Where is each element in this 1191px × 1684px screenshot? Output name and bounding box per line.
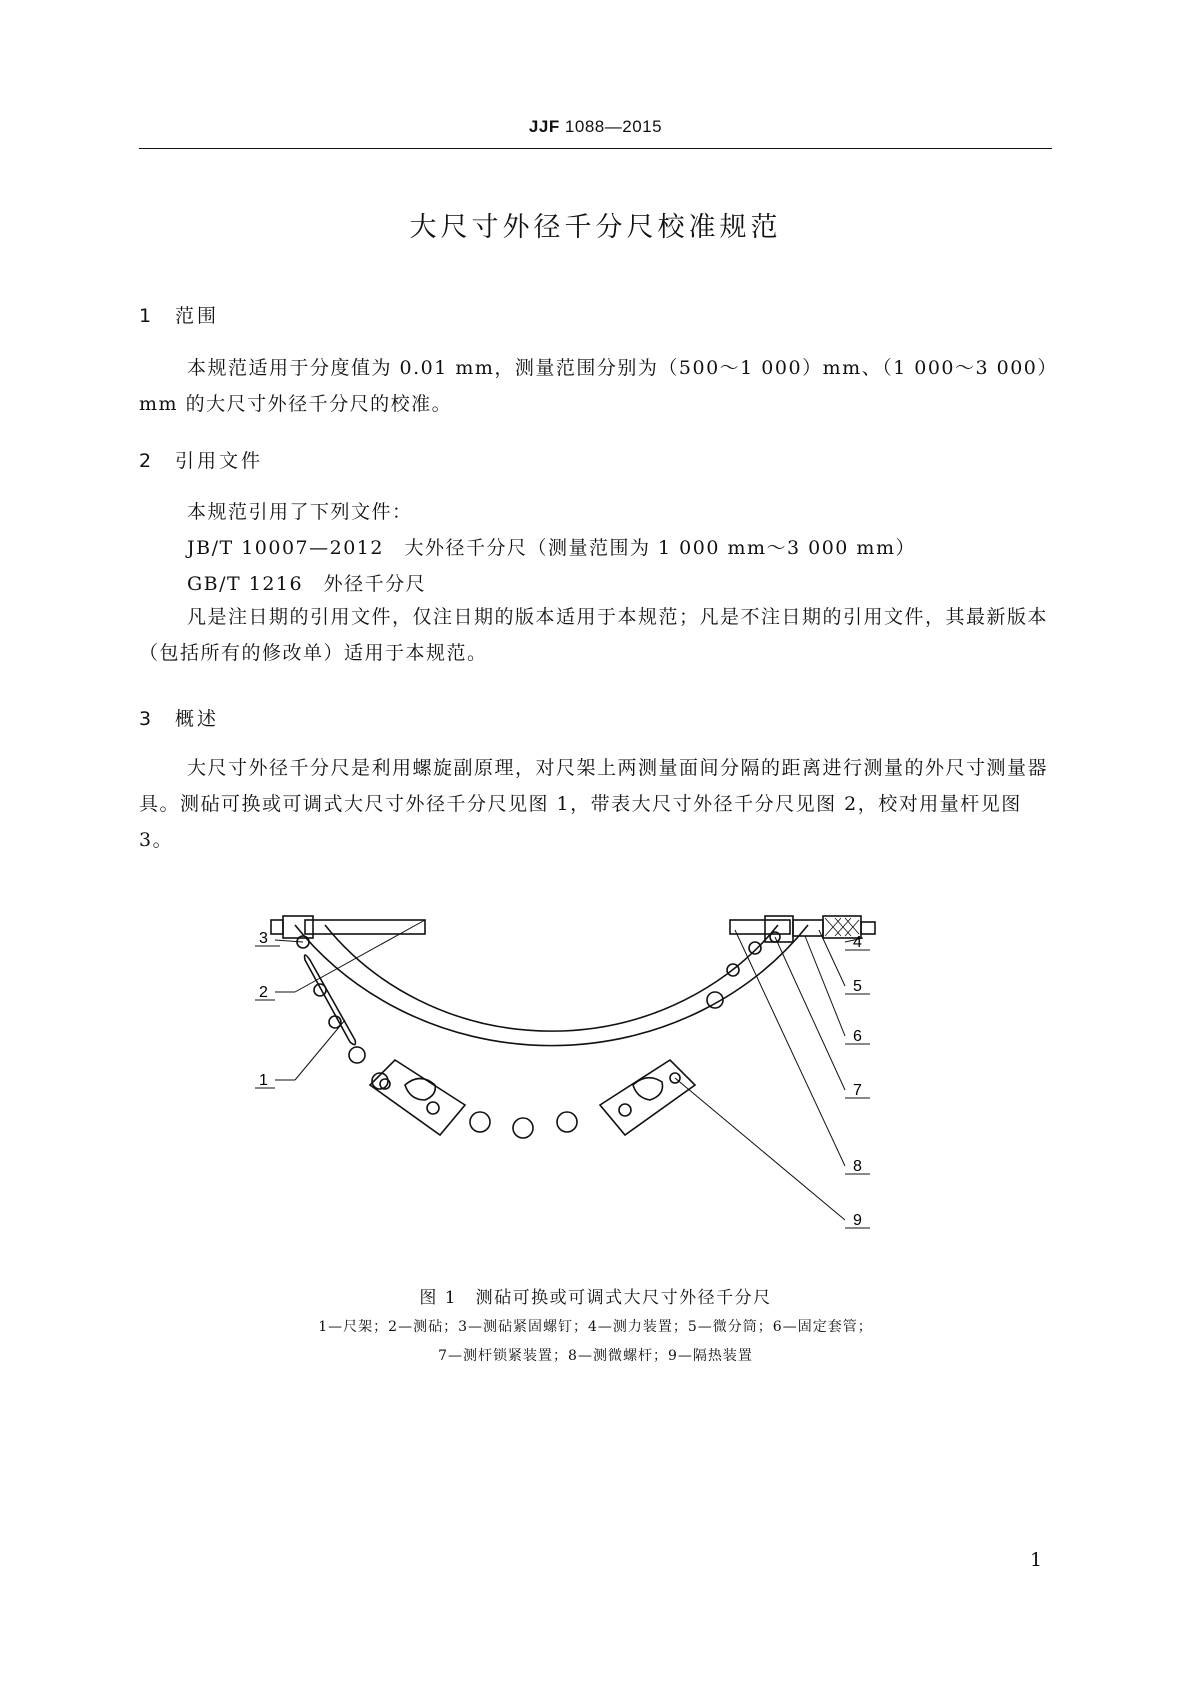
- frame-outer-arc: [295, 925, 808, 1046]
- std-code: JJF: [528, 117, 560, 136]
- reference-item: GB/T 1216 外径千分尺: [187, 573, 427, 595]
- sleeve: [793, 920, 823, 936]
- callout-5: 5: [853, 978, 862, 995]
- references-intro: 本规范引用了下列文件：: [187, 501, 413, 523]
- section-heading-2: 2 引用文件: [139, 450, 264, 472]
- figure-caption: 图 1 测砧可换或可调式大尺寸外径千分尺: [419, 1288, 772, 1308]
- callout-1: 1: [259, 1072, 268, 1089]
- callout-9: 9: [853, 1212, 862, 1229]
- micrometer-figure: [245, 890, 945, 1245]
- insulation-pad: [600, 1060, 695, 1135]
- section-heading-1: 1 范围: [139, 305, 220, 327]
- overview-paragraph: 大尺寸外径千分尺是利用螺旋副原理，对尺架上两测量面间分隔的距离进行测量的外尺寸测量器具。测砧可换或可调式大尺寸外径千分尺见图 1，带表大尺寸外径千分尺见图 2，校对用量杆见图 3。: [139, 757, 1049, 851]
- page-number: 1: [1030, 1549, 1043, 1571]
- reference-item: JB/T 10007—2012 大外径千分尺（测量范围为 1 000 mm～3 000 mm）: [187, 537, 916, 559]
- anvil: [305, 920, 425, 934]
- figure-legend-line: 1—尺架；2—测砧；3—测砧紧固螺钉；4—测力装置；5—微分筒；6—固定套管；: [318, 1319, 873, 1335]
- callout-4: 4: [853, 934, 862, 951]
- spindle: [730, 920, 790, 934]
- frame-hole: [349, 1047, 365, 1063]
- frame-hole: [470, 1112, 490, 1132]
- insulation-pad: [370, 1060, 465, 1135]
- callout-2: 2: [259, 984, 268, 1001]
- callout-8: 8: [853, 1158, 862, 1175]
- std-number: 1088—2015: [559, 117, 663, 136]
- frame-hole: [557, 1112, 577, 1132]
- frame-hole: [749, 942, 761, 954]
- references-note: 凡是注日期的引用文件，仅注日期的版本适用于本规范；凡是不注日期的引用文件，其最新版本（包括所有的修改单）适用于本规范。: [139, 606, 1049, 664]
- callout-3: 3: [259, 930, 268, 947]
- scope-paragraph: 本规范适用于分度值为 0.01 mm，测量范围分别为（500～1 000）mm、（1 000～3 000）mm 的大尺寸外径千分尺的校准。: [139, 357, 1049, 415]
- figure-legend-line: 7—测杆锁紧装置；8—测微螺杆；9—隔热装置: [438, 1348, 753, 1364]
- callout-7: 7: [853, 1082, 862, 1099]
- running-header: [0, 117, 1191, 137]
- document-title: 大尺寸外径千分尺校准规范: [409, 212, 782, 243]
- callout-6: 6: [853, 1028, 862, 1045]
- ratchet: [861, 922, 875, 934]
- frame-hole: [513, 1118, 533, 1138]
- section-heading-3: 3 概述: [139, 708, 220, 730]
- frame-inner-arc: [325, 925, 778, 1031]
- header-rule: [139, 148, 1052, 149]
